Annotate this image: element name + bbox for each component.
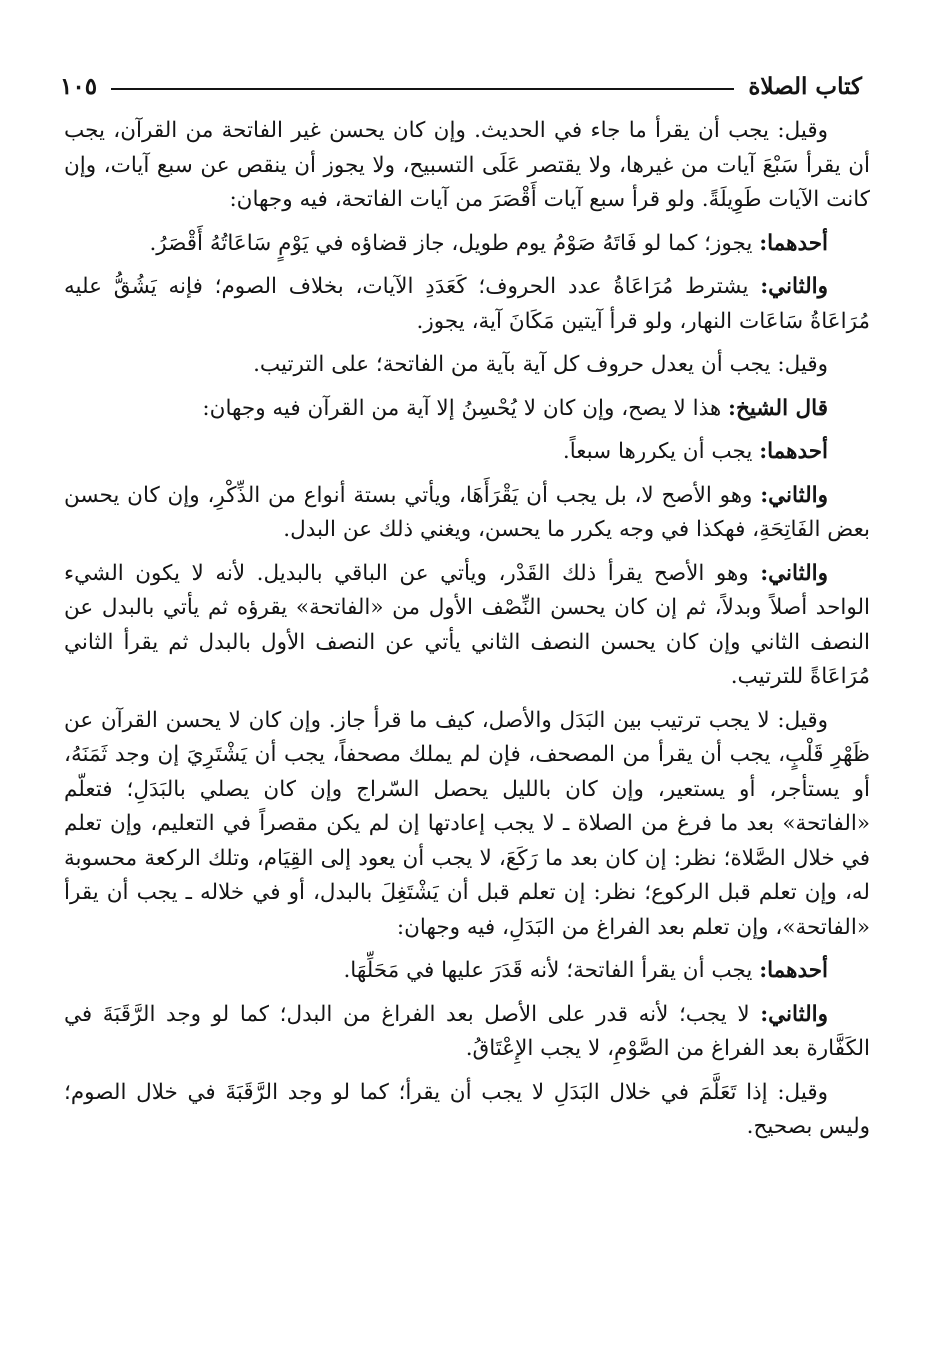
paragraph-text: يجوز؛ كما لو فَاتَهُ صَوْمُ يوم طويل، جاز قضاؤه في يَوْمٍ سَاعَاتُهُ أَقْصَرُ. bbox=[149, 230, 760, 256]
page-header bbox=[60, 68, 862, 104]
paragraph-text: وقيل: يجب أن يقرأ ما جاء في الحديث. وإن كان يحسن غير الفاتحة من القرآن، يجب أن يقرأ سَبْعَ آيات من غيرها، ولا يقتصر عَلَى التسبيح، ولا يجوز أن ينقص عن سبع آيات، وإن كانت الآيات طَوِيلَةً. ولو قرأ سبع آيات أَقْصَرَ من آيات الفاتحة، فيه وجهان: bbox=[64, 118, 870, 212]
paragraph-text: لا يجب؛ لأنه قدر على الأصل بعد الفراغ من البدل؛ كما لو وجد الرَّقَبَةَ في الكَفَّارة بعد الفراغ من الصَّوْمِ، لا يجب الإِعْتَاقُ. bbox=[64, 1001, 870, 1061]
paragraph bbox=[64, 227, 870, 262]
paragraph-lead: والثاني: bbox=[760, 1001, 828, 1027]
paragraph-text: وقيل: يجب أن يعدل حروف كل آية بآية من الفاتحة؛ على الترتيب. bbox=[253, 352, 828, 377]
page-number: ١٠٥ bbox=[60, 72, 98, 100]
paragraph-text: وقيل: لا يجب ترتيب بين البَدَل والأصل، كيف ما قرأ جاز. وإن كان لا يحسن القرآن عن ظَهْرِ قَلْبٍ، يجب أن يقرأ من المصحف، فإن لم يملك مصحفاً، يجب أن يَشْتَرِيَ إن وجد ثَمَنَهُ، أو يستأجر، أو يستعير، وإن كان بالليل يحصل السّراج وإن كان يصلي بالبَدَلِ؛ فتعلّم «الفاتحة» بعد ما فرغ من الصلاة ـ لا يجب إعادتها إن لم يكن مقصراً في التعليم، وإن تعلم في خلال الصَّلاة؛ نظر: إن كان بعد ما رَكَعَ، لا يجب أن يعود إلى القِيَام، وتلك الركعة محسوبة له، وإن تعلم قبل الركوع؛ نظر: إن تعلم قبل أن يَشْتَغِلَ بالبدل، أو في خلاله ـ يجب أن يقرأ «الفاتحة»، وإن تعلم بعد الفراغ من البَدَلِ، فيه وجهان: bbox=[64, 707, 870, 940]
paragraph bbox=[64, 479, 870, 548]
paragraph bbox=[64, 557, 870, 695]
paragraph-lead: والثاني: bbox=[760, 560, 828, 586]
paragraph-lead: قال الشيخ: bbox=[728, 395, 828, 421]
paragraph-text: وهو الأصح لا، بل يجب أن يَقْرَأَهَا، ويأتي بستة أنواع من الذِّكْرِ، وإن كان يحسن بعض الفَاتِحَةِ، فهكذا في وجه يكرر ما يحسن، ويغني ذلك عن البدل. bbox=[64, 482, 870, 542]
paragraph bbox=[64, 998, 870, 1067]
paragraph bbox=[64, 348, 870, 383]
paragraph-lead: أحدهما: bbox=[759, 958, 828, 983]
paragraph-text: هذا لا يصح، وإن كان لا يُحْسِنُ إلا آية من القرآن فيه وجهان: bbox=[202, 395, 729, 421]
paragraph-text: يجب أن يقرأ الفاتحة؛ لأنه قَدَرَ عليها في مَحَلِّهَا. bbox=[343, 958, 760, 983]
paragraph bbox=[64, 392, 870, 427]
paragraph bbox=[64, 954, 870, 989]
paragraph-text: وقيل: إذا تَعَلَّمَ في خلال البَدَلِ لا يجب أن يقرأ؛ كما لو وجد الرَّقَبَةَ في خلال الصوم؛ وليس بصحيح. bbox=[64, 1079, 870, 1139]
paragraph-lead: أحدهما: bbox=[759, 230, 828, 256]
paragraph-lead: والثاني: bbox=[760, 482, 828, 508]
paragraph-text: وهو الأصح يقرأ ذلك القَدْر، ويأتي عن الباقي بالبديل. لأنه لا يكون الشيء الواحد أصلاً وبدلاً، ثم إن كان يحسن النِّصْف الأول من «الفاتحة» يقرؤه ثم يأتي بالبدل عن النصف الثاني وإن كان يحسن النصف الثاني يأتي عن النصف الأول بالبدل ثم يقرأ الثاني مُرَاعَاةً للترتيب. bbox=[64, 560, 870, 689]
paragraph bbox=[64, 435, 870, 470]
paragraph-text: يجب أن يكررها سبعاً. bbox=[562, 439, 760, 464]
paragraph bbox=[64, 114, 870, 218]
paragraph bbox=[64, 1076, 870, 1145]
paragraph-text: يشترط مُرَاعَاةُ عدد الحروف؛ كَعَدَدِ الآيات، بخلاف الصوم؛ فإنه يَشُقُّ عليه مُرَاعَاةُ سَاعَات النهار، ولو قرأ آيتين مَكَانَ آية، يجوز. bbox=[64, 274, 870, 334]
page-body bbox=[64, 114, 870, 1154]
header-title: كتاب الصلاة bbox=[748, 72, 862, 100]
paragraph bbox=[64, 704, 870, 946]
header-rule bbox=[111, 88, 734, 90]
paragraph-lead: والثاني: bbox=[760, 274, 828, 299]
paragraph-lead: أحدهما: bbox=[759, 439, 828, 464]
paragraph bbox=[64, 270, 870, 339]
